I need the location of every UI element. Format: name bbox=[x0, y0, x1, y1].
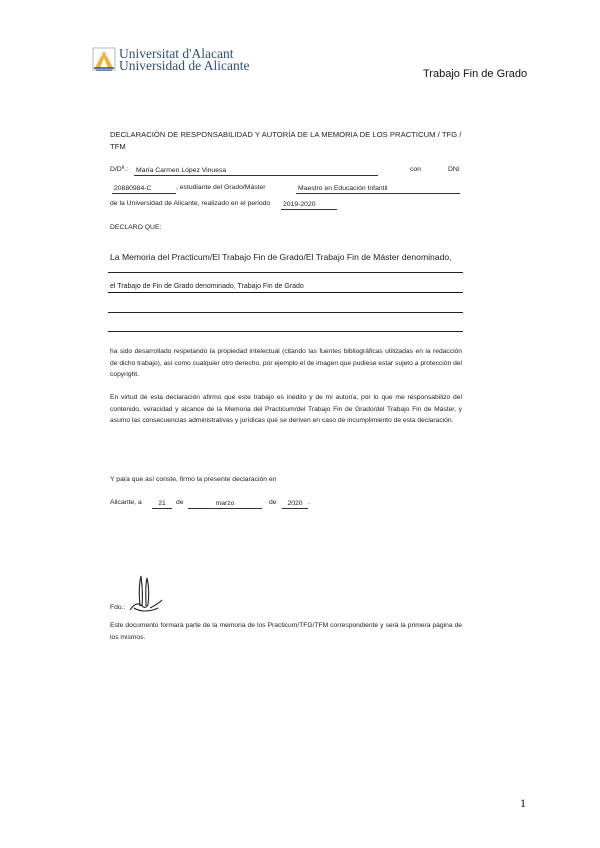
signature bbox=[124, 572, 168, 614]
declaration-title: DECLARACIÓN DE RESPONSABILIDAD Y AUTORÍA DE LA MEMORIA DE LOS PRACTICUM / TFG / bbox=[110, 130, 462, 139]
blank-line-2 bbox=[108, 292, 463, 293]
page-number: 1 bbox=[520, 796, 526, 810]
memoria-text: La Memoria del Practicum/El Trabajo Fin de Grado/El Trabajo Fin de Máster denominado, bbox=[110, 252, 452, 262]
grado-value: Maestro en Educación Infantil bbox=[296, 184, 460, 194]
university-period-label: de la Universidad de Alicante, realizado en el periodo bbox=[110, 200, 271, 207]
date-month: marzo bbox=[188, 499, 262, 509]
declaro-heading: DECLARO QUE: bbox=[110, 224, 162, 231]
date-period: . bbox=[308, 499, 310, 506]
document-type-label: Trabajo Fin de Grado bbox=[423, 68, 528, 80]
estudiante-label: , estudiante del Grado/Máster bbox=[176, 184, 266, 191]
con-label: con bbox=[410, 166, 421, 173]
trabajo-title-line: el Trabajo de Fin de Grado denominado, Trabajo Fin de Grado bbox=[110, 283, 304, 290]
date-de-1: de bbox=[176, 499, 184, 506]
declaration-title-line2: TFM bbox=[110, 142, 126, 151]
university-logo-icon bbox=[92, 47, 116, 73]
date-year: 2020 bbox=[282, 499, 308, 509]
university-name-spanish: Universidad de Alicante bbox=[119, 58, 250, 73]
date-day: 21 bbox=[152, 499, 172, 509]
paragraph-authorship: En virtud de esta declaración afirmo que este trabajo es inédito y de mi autoría, por lo que me responsabilizo del contenido, veracidad y alcance de la Memoria del Practicum/del Trabajo Fin de Grado/del Trabajo Fin de Máster, y asumo las consecuencias administrativas y jurídicas que se deriven en caso de incumplimiento de esta declaración. bbox=[110, 394, 462, 425]
dd-label: D/Dª.: bbox=[110, 166, 128, 173]
periodo-value: 2019-2020 bbox=[281, 200, 337, 210]
dni-value: 20880984-C bbox=[112, 184, 176, 194]
conste-text: Y para que así conste, firmo la presente declaración en bbox=[110, 476, 277, 483]
blank-line-4 bbox=[108, 331, 463, 332]
blank-line-1 bbox=[108, 272, 463, 273]
fdo-label: Fdo.: bbox=[110, 604, 126, 611]
date-de-2: de bbox=[269, 499, 277, 506]
university-logo bbox=[92, 47, 116, 73]
blank-line-3 bbox=[108, 312, 463, 313]
city-label: Alicante, a bbox=[110, 499, 142, 506]
paragraph-intellectual-property: ha sido desarrollado respetando la propiedad intelectual (citando las fuentes bibliográficas utilizadas en la redacción de dicho trabajo), así como cualquier otro derecho, por ejemplo el de imagen que pudiese estar sujeto a protección del copyright. bbox=[110, 348, 462, 379]
university-name-valencian: Universitat d'Alacant bbox=[119, 46, 234, 61]
dni-label: DNI bbox=[448, 166, 460, 173]
footer-note: Este documento formará parte de la memoria de los Practicum/TFG/TFM correspondiente y será la primera página de los mismos. bbox=[110, 622, 462, 641]
student-name: María Carmen López Vinuesa bbox=[134, 166, 378, 176]
